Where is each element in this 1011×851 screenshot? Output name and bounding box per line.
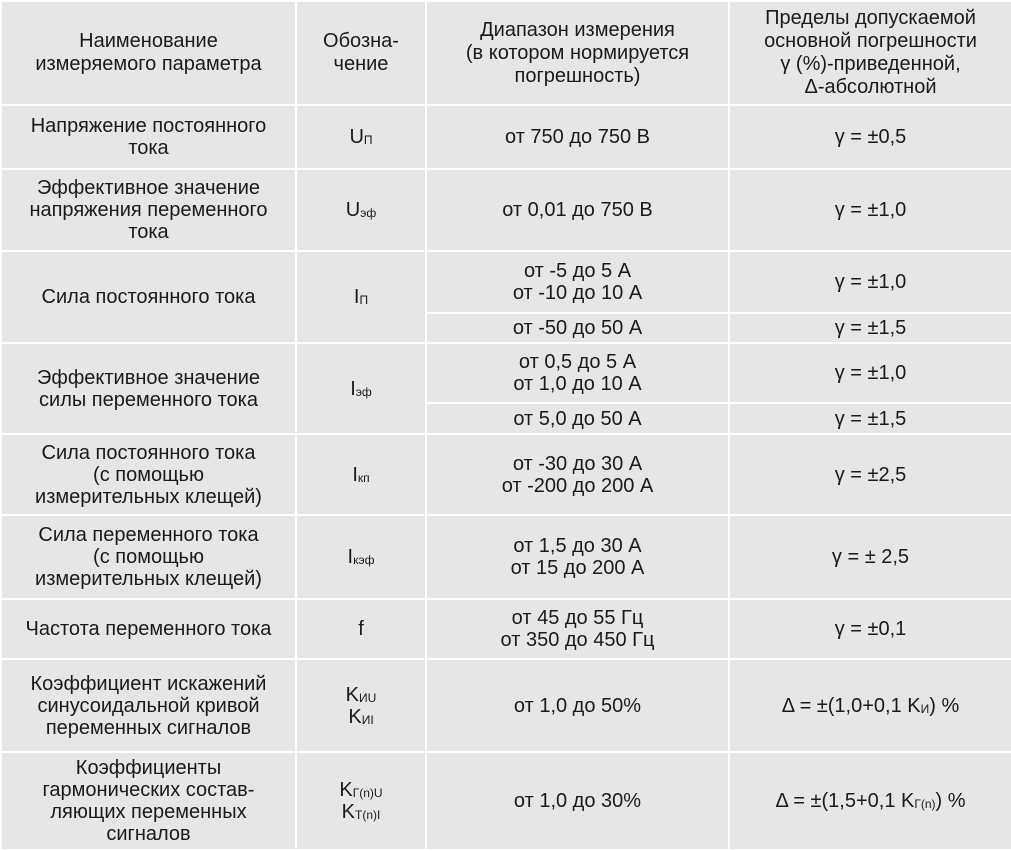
error-limit: γ = ±0,5 [729,105,1011,169]
table-row [1,105,1011,169]
designation: f [296,599,426,659]
parameter-name: Сила постоянного тока (с помощью измерительных клещей) [1,434,296,515]
measurement-range: от -5 до 5 А от -10 до 10 А [426,251,729,313]
header-measurement-range: Диапазон измерения (в котором нормируется погрешность) [426,1,729,105]
designation: $K_{Г(n)U}$ $K_{Т(n)I}$ [296,752,426,850]
table-row [1,169,1011,251]
parameter-name: Коэффициент искажений синусоидальной кривой переменных сигналов [1,659,296,752]
error-limit: γ = ±2,5 [729,434,1011,515]
header-designation: Обозна- чение [296,1,426,105]
header-row [1,1,1011,105]
header-parameter-name: Наименование измеряемого параметра [1,1,296,105]
designation: $U_П$ [296,105,426,169]
measurement-range: от 5,0 до 50 А [426,403,729,434]
table-row [1,599,1011,659]
error-limit: γ = ±1,0 [729,343,1011,403]
table-row [1,659,1011,752]
parameter-name: Эффективное значение напряжения переменного тока [1,169,296,251]
parameter-name: Эффективное значение силы переменного тока [1,343,296,434]
error-limit: γ = ±1,0 [729,251,1011,313]
parameter-name: Сила переменного тока (с помощью измерительных клещей) [1,515,296,599]
error-limit: γ = ±0,1 [729,599,1011,659]
measurement-range: от 1,0 до 30% [426,752,729,850]
designation: $I_П$ [296,251,426,343]
error-limit: γ = ±1,5 [729,313,1011,343]
measurement-range: от 1,0 до 50% [426,659,729,752]
measurement-range: от -50 до 50 А [426,313,729,343]
parameter-name: Сила постоянного тока [1,251,296,343]
parameter-name: Коэффициенты гармонических состав- ляющих переменных сигналов [1,752,296,850]
measurement-range: от -30 до 30 А от -200 до 200 А [426,434,729,515]
parameter-name: Напряжение постоянного тока [1,105,296,169]
table-row [1,752,1011,850]
designation: $I_{кэф}$ [296,515,426,599]
designation: $I_{кп}$ [296,434,426,515]
error-limit: γ = ± 2,5 [729,515,1011,599]
designation: $K_{ИU}$ $K_{ИI}$ [296,659,426,752]
measurement-range: от 750 до 750 В [426,105,729,169]
error-limit: γ = ±1,0 [729,169,1011,251]
error-limit: Δ = ±(1,5+0,1 $K_{Г(n)}$) % [729,752,1011,850]
parameter-name: Частота переменного тока [1,599,296,659]
table-row [1,343,1011,403]
measurement-range: от 1,5 до 30 А от 15 до 200 А [426,515,729,599]
error-limit: Δ = ±(1,0+0,1 $K_И$) % [729,659,1011,752]
table-row [1,515,1011,599]
table-row [1,251,1011,313]
designation: $I_{эф}$ [296,343,426,434]
measurement-range: от 45 до 55 Гц от 350 до 450 Гц [426,599,729,659]
measurement-range: от 0,01 до 750 В [426,169,729,251]
error-limit: γ = ±1,5 [729,403,1011,434]
header-error-limits: Пределы допускаемой основной погрешности γ (%)-приведенной, Δ-абсолютной [729,1,1011,105]
measurement-range: от 0,5 до 5 А от 1,0 до 10 А [426,343,729,403]
table-row [1,434,1011,515]
designation: $U_{эф}$ [296,169,426,251]
